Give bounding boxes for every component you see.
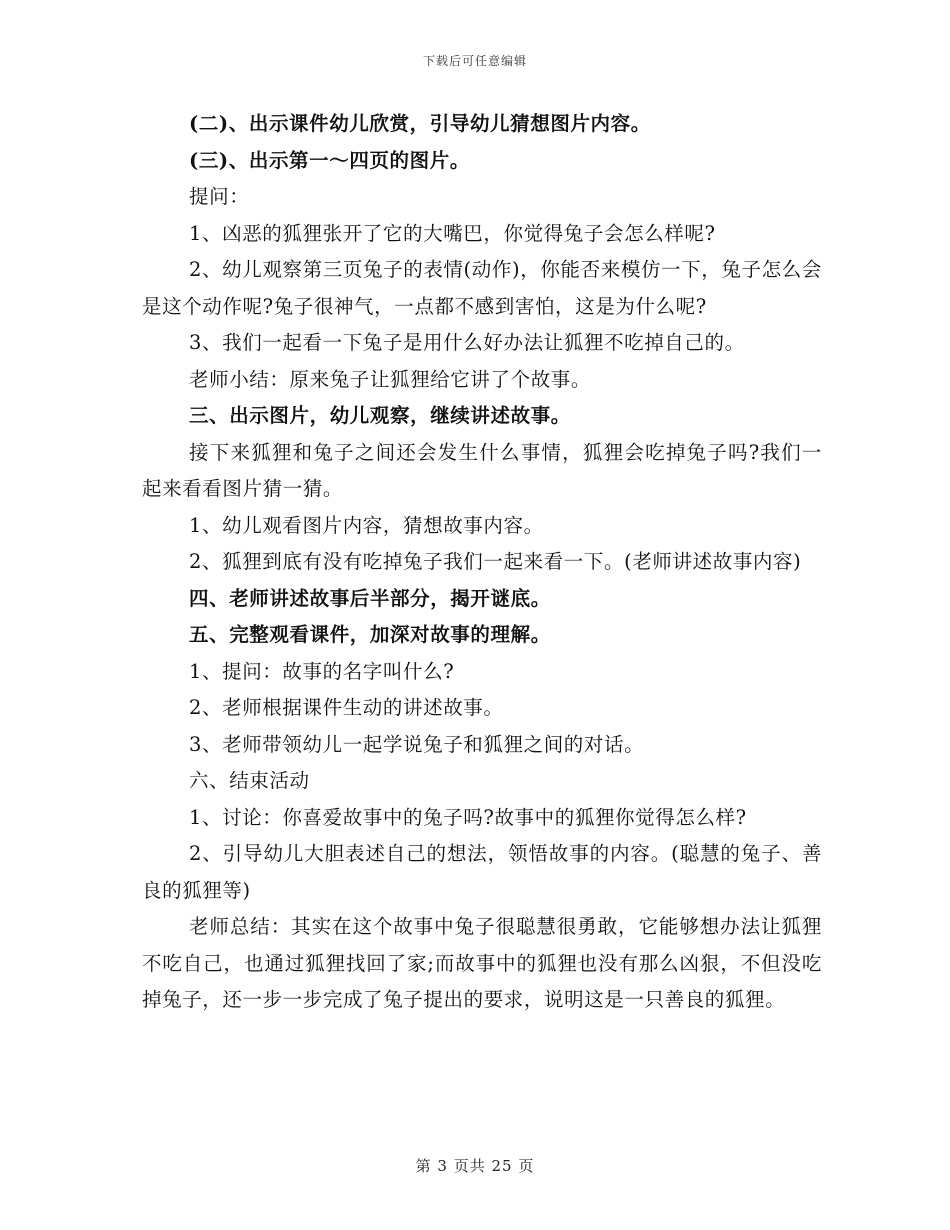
paragraph: 六、结束活动 (189, 769, 310, 792)
page-number-footer: 第 3 页共 25 页 (415, 1157, 535, 1175)
paragraph: 2、幼儿观察第三页兔子的表情(动作)，你能否来模仿一下，兔子怎么会是这个动作呢?兔子很神气，一点都不感到害怕，这是为什么呢? (142, 258, 822, 318)
paragraph: 3、我们一起看一下兔子是用什么好办法让狐狸不吃掉自己的。 (189, 331, 745, 354)
paragraph: 四、老师讲述故事后半部分，揭开谜底。 (189, 586, 551, 610)
page-header-note: 下载后可任意编辑 (422, 54, 527, 68)
paragraph: 三、出示图片，幼儿观察，继续讲述故事。 (189, 404, 571, 427)
paragraph: 2、狐狸到底有没有吃掉兔子我们一起来看一下。(老师讲述故事内容) (189, 550, 802, 573)
paragraph: 1、幼儿观看图片内容，猜想故事内容。 (189, 513, 544, 537)
paragraph: 1、讨论：你喜爱故事中的兔子吗?故事中的狐狸你觉得怎么样? (189, 805, 747, 829)
paragraph: 老师小结：原来兔子让狐狸给它讲了个故事。 (189, 367, 592, 391)
paragraph: 2、老师根据课件生动的讲述故事。 (189, 696, 504, 719)
paragraph: 3、老师带领幼儿一起学说兔子和狐狸之间的对话。 (189, 732, 645, 756)
document-body (142, 106, 822, 1019)
paragraph: 老师总结：其实在这个故事中兔子很聪慧很勇敢，它能够想办法让狐狸不吃自己，也通过狐狸找回了家;而故事中的狐狸也没有那么凶狠，不但没吃掉兔子，还一步一步完成了兔子提出的要求，说明这是一只善良的狐狸。 (142, 915, 822, 1011)
paragraph: 1、提问：故事的名字叫什么? (189, 659, 455, 683)
paragraph: 接下来狐狸和兔子之间还会发生什么事情，狐狸会吃掉兔子吗?我们一起来看看图片猜一猜。 (142, 440, 822, 500)
paragraph: (三)、出示第一～四页的图片。 (189, 148, 470, 172)
paragraph: 提问： (189, 185, 250, 208)
paragraph: 2、引导幼儿大胆表述自己的想法，领悟故事的内容。(聪慧的兔子、善良的狐狸等) (142, 842, 822, 902)
paragraph: 五、完整观看课件，加深对故事的理解。 (189, 623, 551, 646)
paragraph: (二)、出示课件幼儿欣赏，引导幼儿猜想图片内容。 (189, 112, 651, 135)
paragraph: 1、凶恶的狐狸张开了它的大嘴巴，你觉得兔子会怎么样呢? (189, 221, 716, 245)
